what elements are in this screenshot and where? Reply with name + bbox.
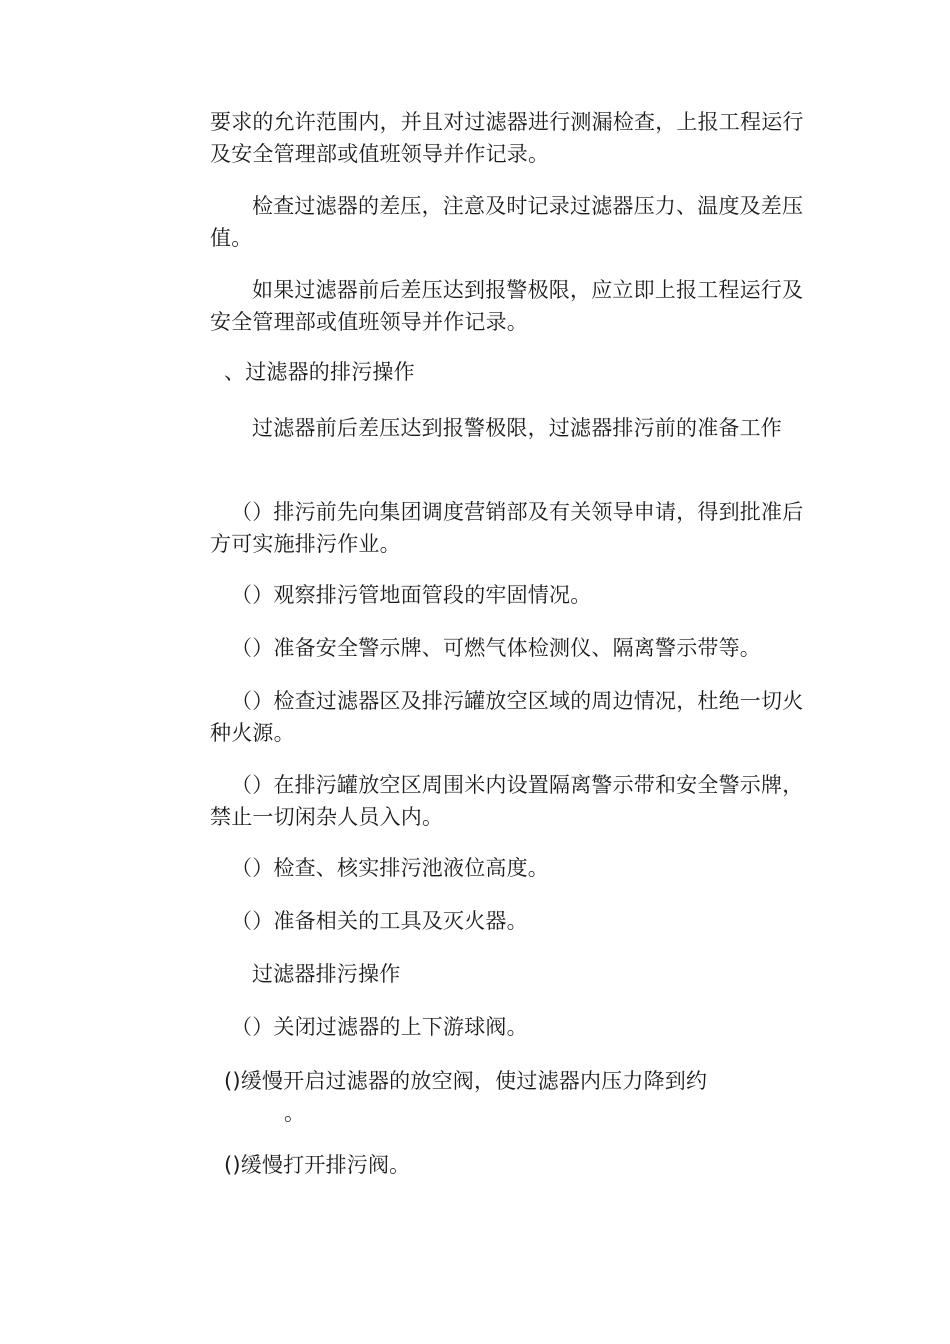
- list-item-5: （）在排污罐放空区周围米内设置隔离警示带和安全警示牌，禁止一切闲杂人员入内。: [210, 773, 804, 829]
- list-item-9: ()缓慢开启过滤器的放空阀，使过滤器内压力降到约: [224, 1069, 708, 1093]
- paragraph-3: 如果过滤器前后差压达到报警极限，应立即上报工程运行及安全管理部或值班领导并作记录。: [210, 278, 804, 334]
- list-item-3: （）准备安全警示牌、可燃气体检测仪、隔离警示带等。: [231, 636, 761, 660]
- list-item-8: （）关闭过滤器的上下游球阀。: [231, 1015, 528, 1039]
- paragraph-1: 要求的允许范围内，并且对过滤器进行测漏检查，上报工程运行及安全管理部或值班领导并作记录。: [210, 110, 804, 166]
- list-item-9-continuation: 。: [284, 1101, 305, 1125]
- list-item-2: （）观察排污管地面管段的牢固情况。: [231, 583, 592, 607]
- subheading-drain-operation: 过滤器排污操作: [252, 962, 401, 986]
- paragraph-5: 过滤器前后差压达到报警极限，过滤器排污前的准备工作: [252, 416, 782, 440]
- paragraph-2: 检查过滤器的差压，注意及时记录过滤器压力、温度及差压值。: [210, 194, 804, 250]
- list-item-4: （）检查过滤器区及排污罐放空区域的周边情况，杜绝一切火种火源。: [210, 689, 804, 745]
- list-item-10: ()缓慢打开排污阀。: [224, 1153, 411, 1177]
- list-item-7: （）准备相关的工具及灭火器。: [231, 909, 528, 933]
- section-heading-drain: 、过滤器的排污操作: [224, 360, 415, 384]
- list-item-1: （）排污前先向集团调度营销部及有关领导申请，得到批准后方可实施排污作业。: [210, 500, 804, 556]
- list-item-6: （）检查、核实排污池液位高度。: [231, 856, 549, 880]
